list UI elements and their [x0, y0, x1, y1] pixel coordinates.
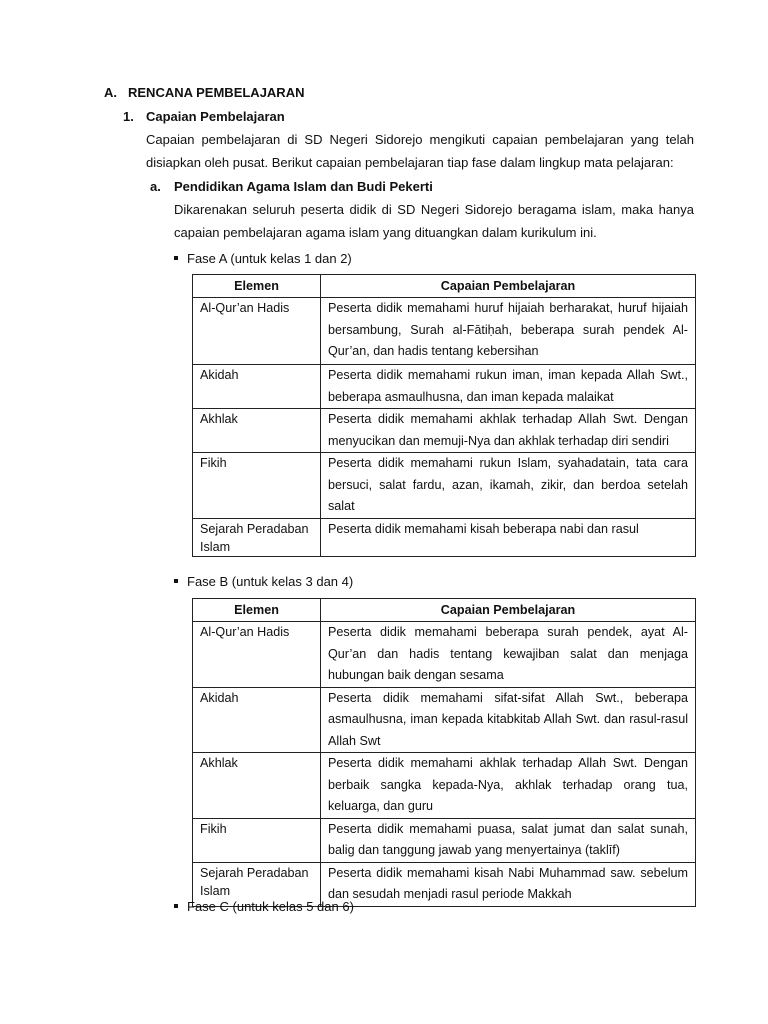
bullet-icon	[174, 579, 178, 583]
achievement-line: Peserta didik memahami puasa, salat jumat dan salat sunah,	[328, 821, 688, 836]
bullet-icon	[174, 256, 178, 260]
achievement-line: asmaulhusna, iman kepada kitabkitab Allah Swt. dan rasul-rasul	[328, 712, 688, 726]
achievement-line: Peserta didik memahami kisah Nabi Muhammad saw. sebelum	[328, 865, 688, 880]
table-row	[193, 687, 696, 753]
achievement-line: Peserta didik memahami akhlak terhadap Allah Swt. Dengan	[328, 756, 688, 770]
element-cell: Akhlak	[193, 753, 321, 819]
achievement-line: Qur’an, dan hadis tentang kebersihan	[328, 344, 539, 358]
achievement-line: Peserta didik memahami sifat-sifat Allah Swt., beberapa	[328, 690, 688, 705]
subsection-marker: 1.	[123, 109, 134, 124]
achievement-line: bersuci, salat fardu, azan, ikamah, zikir, dan berdoa setelah	[328, 477, 688, 492]
achievement-cell	[321, 622, 696, 688]
achievement-line: Peserta didik memahami rukun iman, iman kepada Allah Swt.,	[328, 368, 688, 382]
section-heading	[104, 85, 305, 100]
achievement-line: Peserta didik memahami akhlak terhadap Allah Swt. Dengan	[328, 412, 688, 426]
element-cell: Fikih	[193, 453, 321, 519]
achievement-line: Peserta didik memahami huruf hijaiah berharakat, huruf hijaiah	[328, 301, 688, 315]
subject-paragraph	[174, 198, 694, 244]
subsection-title: Capaian Pembelajaran	[146, 109, 285, 124]
element-cell: Akhlak	[193, 409, 321, 453]
header-element: Elemen	[193, 599, 321, 622]
achievement-cell	[321, 518, 696, 556]
achievement-line: Peserta didik memahami kisah beberapa nabi dan rasul	[328, 521, 639, 536]
element-cell: Sejarah Peradaban Islam	[193, 518, 321, 556]
phase-bullet	[174, 897, 354, 915]
achievement-cell	[321, 753, 696, 819]
table-row	[193, 298, 696, 365]
achievement-cell	[321, 818, 696, 862]
phase-a-table	[192, 274, 696, 557]
achievement-line: balig dan tanggung jawab yang menyertainya (taklīf)	[328, 843, 620, 857]
achievement-cell	[321, 365, 696, 409]
table-header-row	[193, 599, 696, 622]
table-row	[193, 818, 696, 862]
phase-label: Fase A (untuk kelas 1 dan 2)	[187, 250, 352, 266]
achievement-line: salat	[328, 499, 355, 513]
phase-bullet	[174, 572, 353, 590]
table-header-row	[193, 275, 696, 298]
achievement-cell	[321, 298, 696, 365]
table-row	[193, 409, 696, 453]
section-title: RENCANA PEMBELAJARAN	[128, 85, 305, 100]
achievement-cell	[321, 687, 696, 753]
subject-line: Dikarenakan seluruh peserta didik di SD Negeri Sidorejo beragama islam, maka hanya	[174, 202, 694, 217]
bullet-icon	[174, 904, 178, 908]
achievement-line: Peserta didik memahami beberapa surah pendek, ayat Al-	[328, 625, 688, 639]
header-achievement: Capaian Pembelajaran	[321, 599, 696, 622]
subject-line: capaian pembelajaran agama islam yang dituangkan dalam kurikulum ini.	[174, 225, 597, 240]
phase-b-table	[192, 598, 696, 907]
intro-line: disiapkan oleh pusat. Berikut capaian pembelajaran tiap fase dalam lingkup mata pelajaran:	[146, 155, 674, 170]
section-marker: A.	[104, 85, 117, 100]
achievement-line: berbaik sangka kepada-Nya, akhlak terhadap orang tua,	[328, 777, 688, 792]
table-row	[193, 365, 696, 409]
table-row	[193, 753, 696, 819]
subject-heading	[150, 179, 433, 194]
element-cell: Al-Qur’an Hadis	[193, 622, 321, 688]
achievement-line: Qur’an dan hadis tentang kewajiban salat dan menjaga	[328, 646, 688, 661]
header-element: Elemen	[193, 275, 321, 298]
element-cell: Fikih	[193, 818, 321, 862]
achievement-cell	[321, 453, 696, 519]
element-cell: Akidah	[193, 365, 321, 409]
achievement-line: Peserta didik memahami rukun Islam, syahadatain, tata cara	[328, 456, 688, 470]
table-row	[193, 453, 696, 519]
intro-line: Capaian pembelajaran di SD Negeri Sidorejo mengikuti capaian pembelajaran yang telah	[146, 132, 694, 147]
subsection-heading	[123, 109, 285, 124]
phase-label: Fase C (untuk kelas 5 dan 6)	[187, 898, 354, 914]
achievement-line: menyucikan dan memuji-Nya dan akhlak terhadap diri sendiri	[328, 433, 669, 448]
element-cell: Al-Qur’an Hadis	[193, 298, 321, 365]
achievement-cell	[321, 409, 696, 453]
table-row	[193, 518, 696, 556]
element-cell: Sejarah Peradaban Islam	[193, 862, 321, 906]
header-achievement: Capaian Pembelajaran	[321, 275, 696, 298]
achievement-line: hubungan baik dengan sesama	[328, 668, 504, 682]
subject-marker: a.	[150, 179, 161, 194]
achievement-line: keluarga, dan guru	[328, 799, 434, 813]
phase-label: Fase B (untuk kelas 3 dan 4)	[187, 573, 354, 589]
subject-title: Pendidikan Agama Islam dan Budi Pekerti	[174, 179, 433, 194]
achievement-cell	[321, 862, 696, 906]
achievement-line: bersambung, Surah al-Fātiḥah, beberapa surah pendek Al-	[328, 322, 688, 337]
phase-bullet	[174, 249, 352, 267]
intro-paragraph	[146, 128, 694, 174]
element-cell: Akidah	[193, 687, 321, 753]
table-row	[193, 622, 696, 688]
achievement-line: beberapa asmaulhusna, dan iman kepada malaikat	[328, 389, 614, 404]
achievement-line: dan sesudah menjadi rasul periode Makkah	[328, 887, 572, 901]
achievement-line: Allah Swt	[328, 733, 381, 748]
